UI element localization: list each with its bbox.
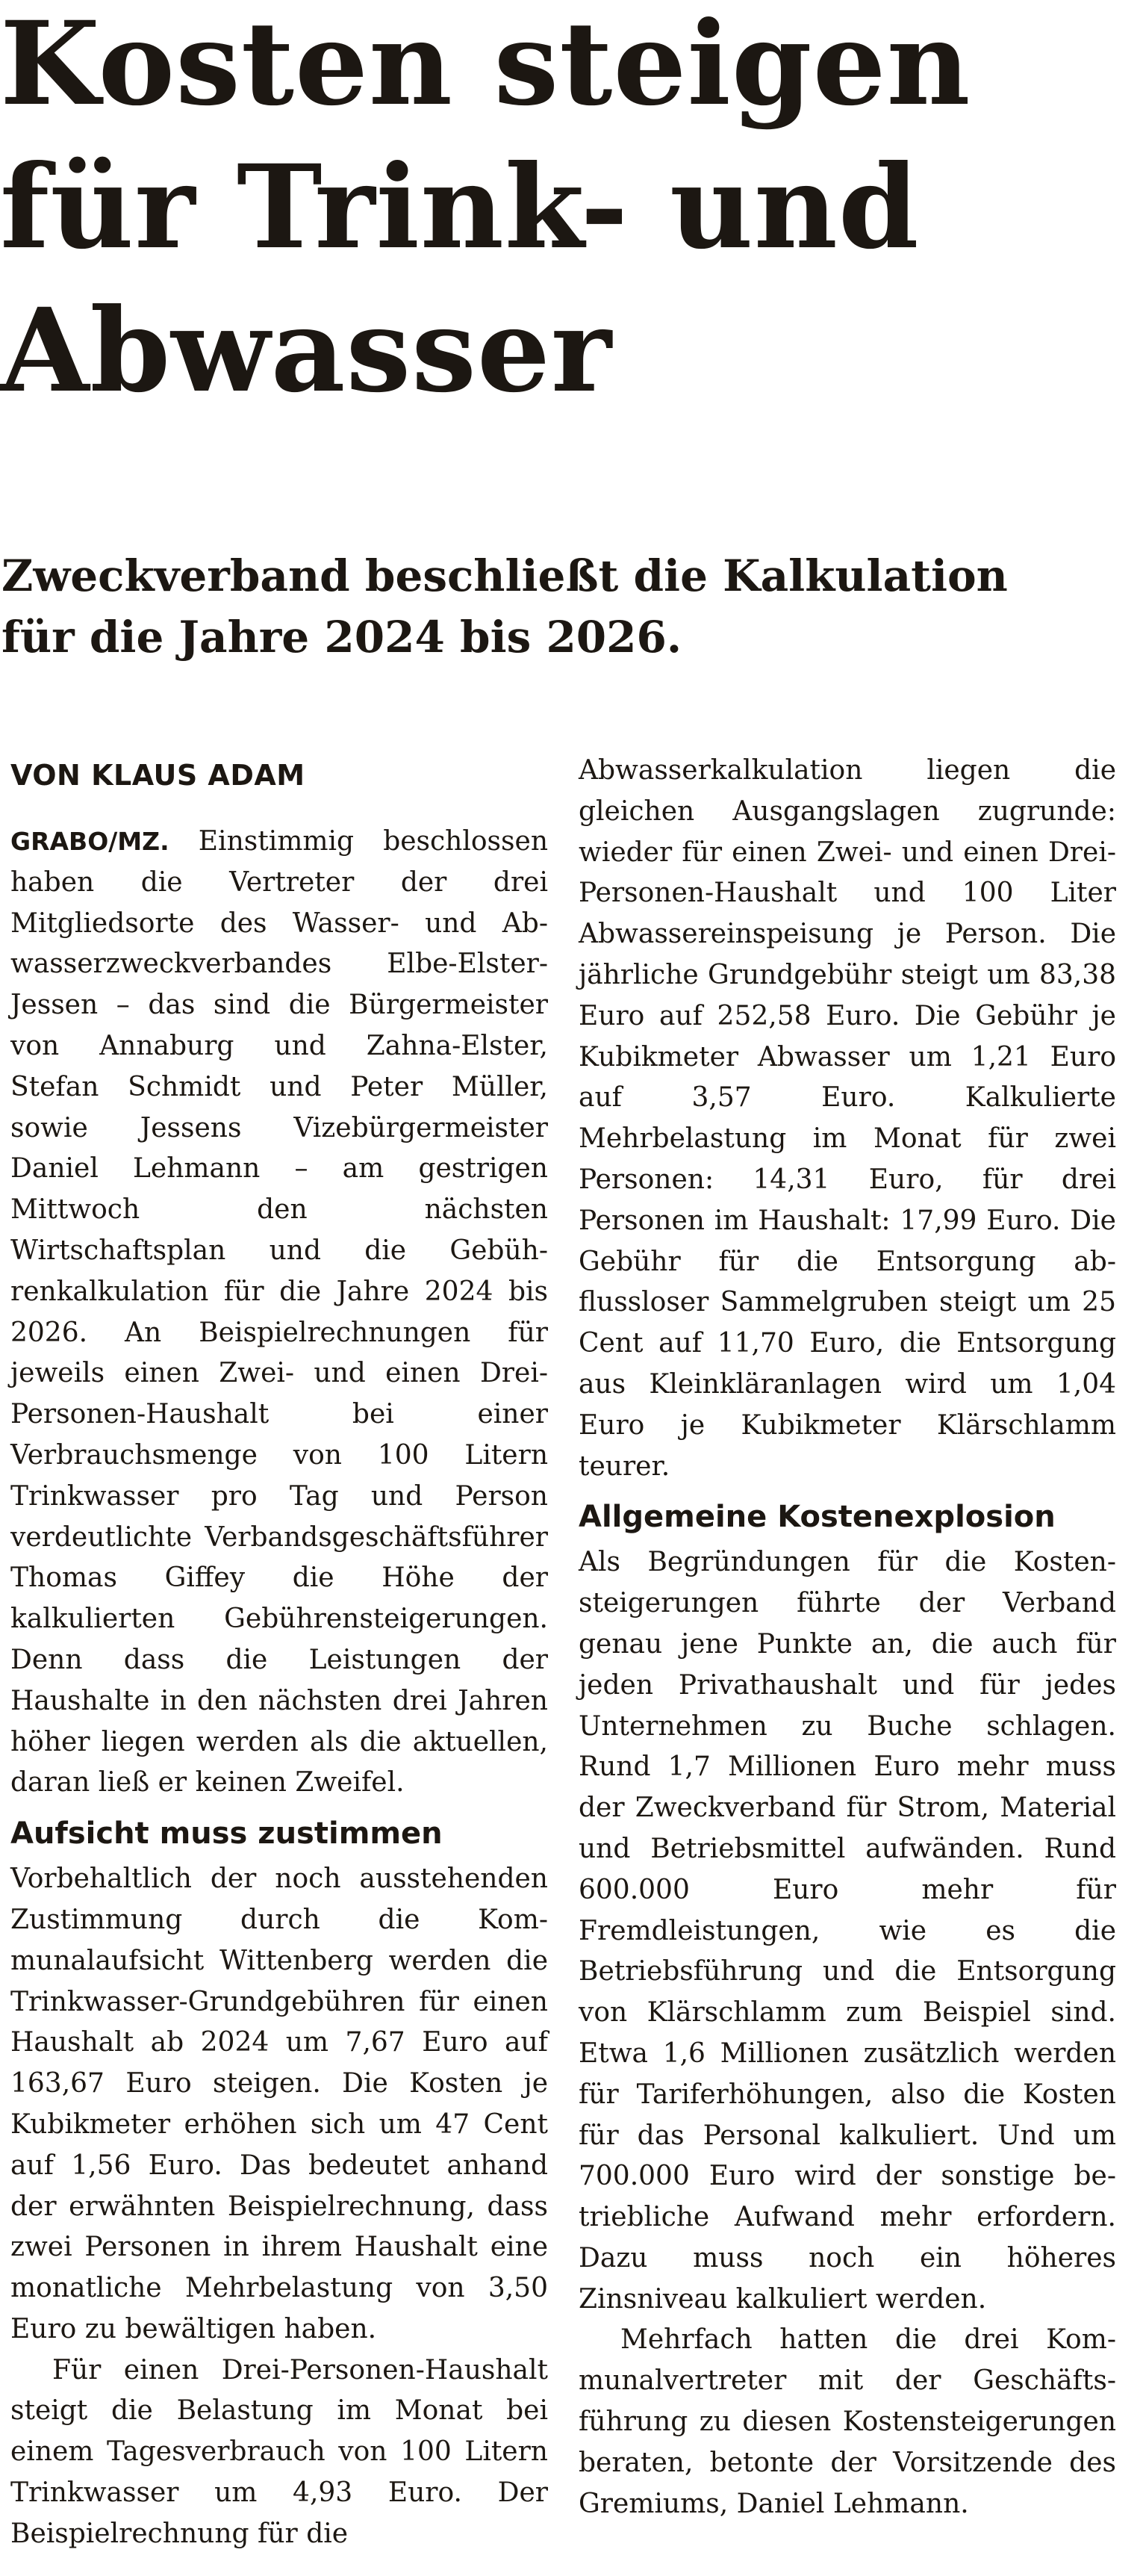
section-heading-kostenexplosion: Allgemeine Kostenexplosion bbox=[579, 1500, 1056, 1535]
subheadline bbox=[1, 545, 1121, 668]
section1-paragraph-2-continued: Abwasserkalkulation liegen die gleichen Ausgangslagen zugrunde: wieder für einen Zwei- und einen Drei-Personen-Haushalt und 100 Liter Abwassereinspeisung je Person. Die jährliche Grundgebühr steigt um 83,38 Euro auf 252,58 Euro. Die Gebühr je Kubikmeter Abwasser um 1,21 Euro auf 3,57 Euro. Kalkulierte Mehrbelastung im Monat für zwei Personen: 14,31 Euro, für drei Personen im Haushalt: 17,99 Euro. Die Gebühr für die Entsorgung abflussloser Sammelgruben steigt um 25 Cent auf 11,70 Euro, die Entsorgung aus Kleinkläranlagen wird um 1,04 Euro je Kubikmeter Klärschlamm teurer. bbox=[579, 755, 1116, 1482]
subheadline-line-2: für die Jahre 2024 bis 2026. bbox=[1, 612, 682, 662]
headline-line-3: Abwasser bbox=[0, 283, 613, 418]
subheadline-line-1: Zweckverband beschließt die Kalkulation bbox=[1, 550, 1008, 601]
article-column-right bbox=[579, 751, 1116, 2524]
dateline: GRABO/MZ. bbox=[10, 827, 169, 856]
section-heading-aufsicht: Aufsicht muss zustimmen bbox=[10, 1816, 443, 1852]
section1-paragraph-2: Für einen Drei-Personen-Haushalt steigt die Belastung im Monat bei einem Tagesverbrauch von 100 Litern Trinkwasser um 4,93 Euro. Der Beispielrechnung für die bbox=[10, 2354, 548, 2549]
section1-paragraph-1: Vorbehaltlich der noch ausstehenden Zustimmung durch die Kommunalaufsicht Wittenberg werden die Trinkwasser-Grundgebühren für einen Haushalt ab 2024 um 7,67 Euro auf 163,67 Euro steigen. Die Kosten je Kubikmeter erhöhen sich um 47 Cent auf 1,56 Euro. Das bedeutet anhand der erwähnten Beispielrechnung, dass zwei Personen in ihrem Haushalt eine monatliche Mehrbelastung von 3,50 Euro zu bewältigen haben. bbox=[10, 1863, 548, 2344]
section2-paragraph-1: Als Begründungen für die Kostensteigerungen führte der Verband genau jene Punkte an, die auch für jeden Privathaushalt und für jedes Unternehmen zu Buche schlagen. Rund 1,7 Millionen Euro mehr muss der Zweckverband für Strom, Material und Betriebsmittel aufwänden. Rund 600.000 Euro mehr für Fremdleistungen, wie es die Betriebsführung und die Entsorgung von Klärschlamm zum Beispiel sind. Etwa 1,6 Millionen zusätzlich werden für Tariferhöhungen, also die Kosten für das Personal kalkuliert. Und um 700.000 Euro wird der sonstige betriebliche Aufwand mehr erfordern. Dazu muss noch ein höheres Zinsniveau kalkuliert werden. bbox=[579, 1547, 1116, 2315]
intro-paragraph bbox=[10, 822, 548, 1804]
byline: VON KLAUS ADAM bbox=[10, 759, 305, 792]
headline-line-2: für Trink- und bbox=[0, 140, 920, 275]
article-column-left bbox=[10, 754, 548, 2555]
section2-paragraph-2: Mehrfach hatten die drei Kommunalvertreter mit der Geschäftsführung zu diesen Kostensteigerungen beraten, betonte der Vorsitzende des Gremiums, Daniel Lehmann. bbox=[579, 2324, 1116, 2519]
headline-line-1: Kosten steigen bbox=[0, 0, 971, 131]
headline bbox=[0, 0, 1135, 423]
intro-text: Einstimmig beschlossen haben die Vertreter der drei Mitgliedsorte des Wasser- und Abwasserzweckverbandes Elbe-Elster-Jessen – das sind die Bürgermeister von Annaburg und Zahna-Elster, Stefan Schmidt und Peter Müller, sowie Jessens Vizebürgermeister Daniel Lehmann – am gestrigen Mittwoch den nächsten Wirtschaftsplan und die Gebührenkalkulation für die Jahre 2024 bis 2026. An Beispielrechnungen für jeweils einen Zwei- und einen Drei-Personen-Haushalt bei einer Verbrauchsmenge von 100 Litern Trinkwasser pro Tag und Person verdeutlichte Verbandsgeschäftsführer Thomas Giffey die Höhe der kalkulierten Gebührensteigerungen. Denn dass die Leistungen der Haushalte in den nächsten drei Jahren höher liegen werden als die aktuellen, daran ließ er keinen Zweifel. bbox=[10, 826, 548, 1798]
